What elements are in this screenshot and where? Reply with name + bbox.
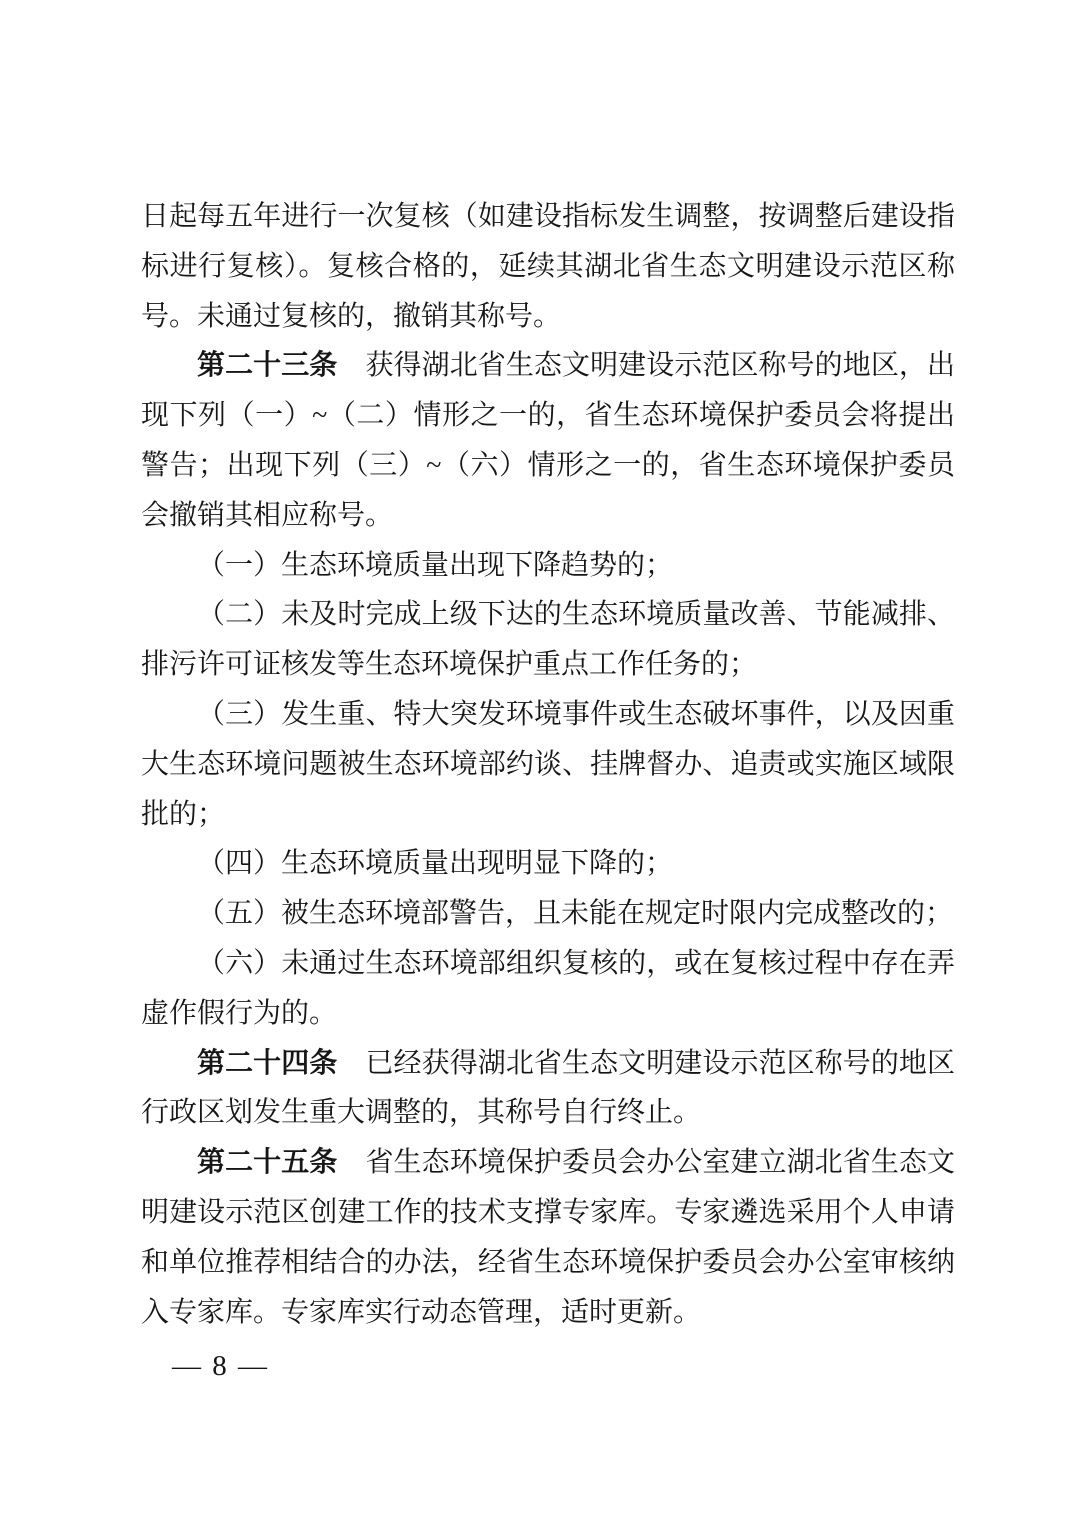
paragraph-text: （四）生态环境质量出现明显下降的；: [197, 848, 674, 880]
list-item-2: [141, 590, 955, 690]
list-item-5: [141, 889, 955, 939]
list-item-3: [141, 690, 955, 839]
paragraph-text: （二）未及时完成上级下达的生态环境质量改善、节能减排、排污许可证核发等生态环境保护重点工作任务的；: [141, 599, 955, 681]
paragraph-text: 日起每五年进行一次复核（如建设指标发生调整，按调整后建设指标进行复核）。复核合格的，延续其湖北省生态文明建设示范区称号。未通过复核的，撤销其称号。: [141, 201, 955, 332]
paragraph-text: 省生态环境保护委员会办公室建立湖北省生态文明建设示范区创建工作的技术支撑专家库。专家遴选采用个人申请和单位推荐相结合的办法，经省生态环境保护委员会办公室审核纳入专家库。专家库实行动态管理，适时更新。: [141, 1147, 955, 1328]
paragraph-text: 已经获得湖北省生态文明建设示范区称号的地区行政区划发生重大调整的，其称号自行终止。: [141, 1047, 955, 1129]
paragraph-text: （一）生态环境质量出现下降趋势的；: [197, 549, 674, 581]
page-number: — 8 —: [172, 1350, 269, 1382]
paragraph-article-24: [141, 1039, 955, 1139]
paragraph-article-23: [141, 341, 955, 540]
article-23-heading: 第二十三条: [197, 350, 366, 382]
paragraph-text: （三）发生重、特大突发环境事件或生态破坏事件，以及因重大生态环境问题被生态环境部约谈、挂牌督办、追责或实施区域限批的；: [141, 698, 955, 830]
article-24-heading: 第二十四条: [197, 1047, 366, 1079]
list-item-4: [141, 839, 955, 889]
paragraph-text: 获得湖北省生态文明建设示范区称号的地区，出现下列（一）~（二）情形之一的，省生态环境保护委员会将提出警告；出现下列（三）~（六）情形之一的，省生态环境保护委员会撤销其相应称号。: [141, 350, 955, 531]
list-item-1: [141, 541, 955, 591]
paragraph-continuation: [141, 192, 955, 341]
document-body: [141, 192, 955, 1337]
article-25-heading: 第二十五条: [197, 1147, 366, 1179]
page-footer: [172, 1346, 269, 1386]
paragraph-article-25: [141, 1138, 955, 1337]
list-item-6: [141, 939, 955, 1039]
paragraph-text: （六）未通过生态环境部组织复核的，或在复核过程中存在弄虚作假行为的。: [141, 947, 955, 1029]
paragraph-text: （五）被生态环境部警告，且未能在规定时限内完成整改的；: [197, 898, 954, 930]
